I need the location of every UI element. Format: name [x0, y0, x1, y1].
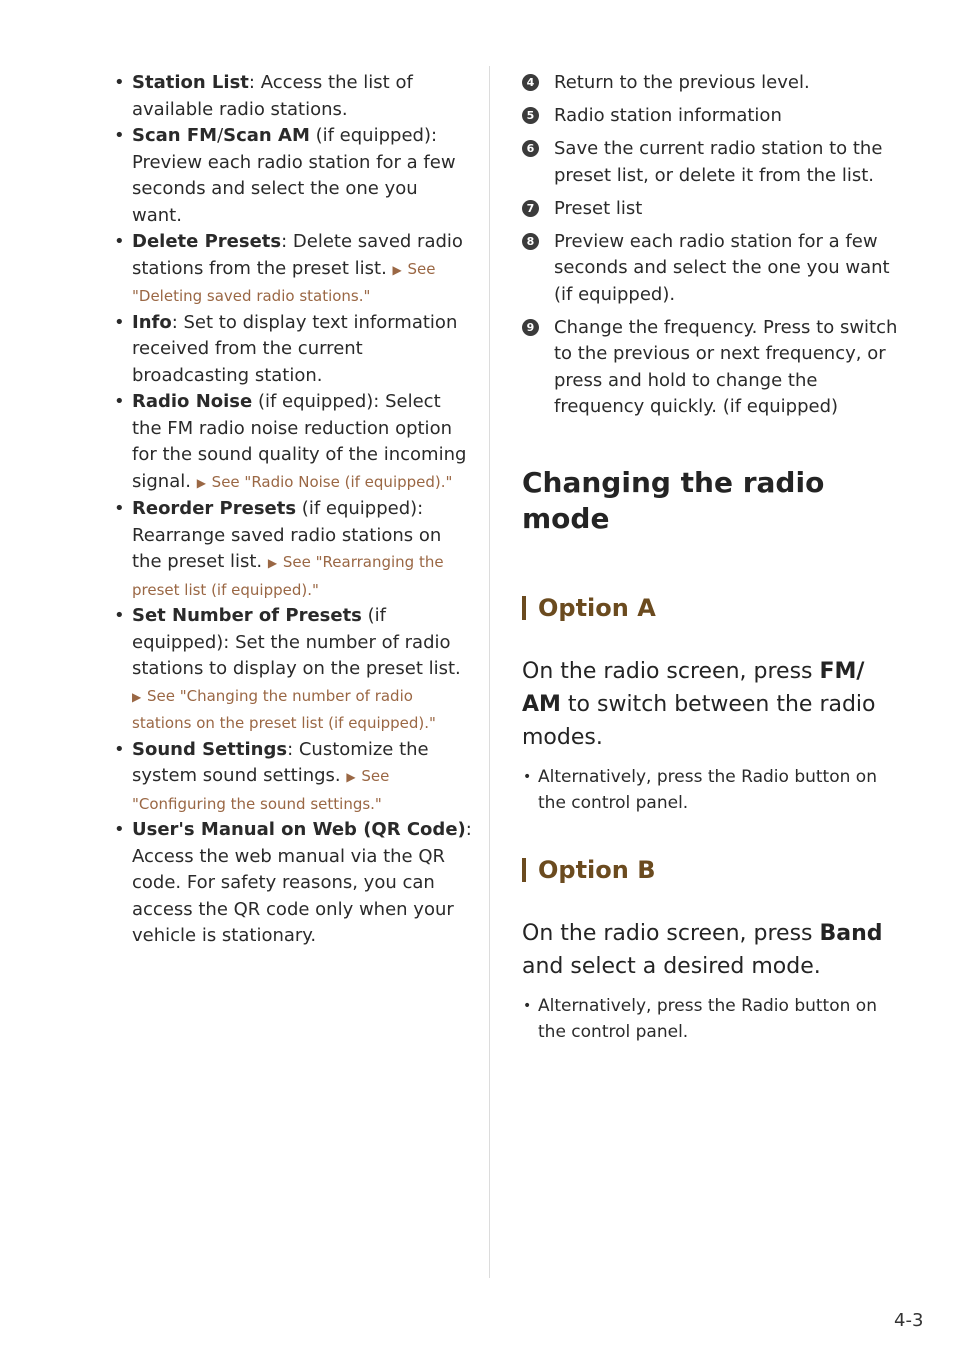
arrow-right-icon: ▶ — [196, 475, 206, 490]
description: : Access the list of available radio stations. — [132, 72, 413, 120]
numbered-item — [522, 196, 902, 223]
term: Station List — [132, 72, 249, 93]
option-a-heading — [522, 593, 902, 623]
item-text: Save the current radio station to the preset list, or delete it from the list. — [554, 138, 883, 186]
list-item-reorder-presets — [113, 496, 473, 603]
arrow-right-icon: ▶ — [267, 556, 278, 570]
instruction-text: On the radio screen, press — [522, 658, 820, 684]
term: Scan AM — [223, 125, 310, 146]
numbered-item — [522, 315, 902, 421]
left-column — [113, 70, 473, 950]
option-b-note: • Alternatively, press the Radio button on the control panel. — [522, 993, 902, 1046]
cross-reference-link[interactable]: See "Configuring the sound settings." — [132, 767, 390, 813]
description: (if equipped): Preview each radio station for a few seconds and select the one you want. — [132, 125, 456, 226]
term: User's Manual on Web (QR Code) — [132, 819, 466, 840]
item-text: Preset list — [554, 197, 643, 219]
arrow-right-icon: ▶ — [346, 770, 356, 784]
right-column — [522, 70, 902, 1046]
cross-reference-link[interactable]: See "Changing the number of radio stations on the preset list (if equipped)." — [132, 686, 436, 732]
numbered-item — [522, 229, 902, 309]
term: Reorder Presets — [132, 498, 297, 519]
cross-reference-link[interactable]: See "Rearranging the preset list (if equipped)." — [132, 553, 444, 599]
arrow-right-icon: ▶ — [132, 689, 142, 704]
list-item-radio-noise — [113, 389, 473, 496]
instruction-key: Band — [819, 920, 883, 946]
term: Radio Noise — [132, 391, 253, 412]
option-a-note: • Alternatively, press the Radio button on the control panel. — [522, 764, 902, 817]
heading-text: Option A — [538, 593, 656, 622]
description: : Access the web manual via the QR code. For safety reasons, you can access the QR code only when your vehicle is stationary. — [132, 819, 472, 946]
number-badge: 8 — [522, 233, 539, 250]
list-item-info — [113, 310, 473, 390]
heading-bar — [522, 858, 526, 882]
option-b-heading — [522, 855, 902, 885]
option-b-instruction — [522, 917, 902, 983]
description: (if equipped): Select the FM radio noise reduction option for the sound quality of the incoming signal. — [132, 391, 467, 492]
cross-reference-link[interactable]: See "Radio Noise (if equipped)." — [211, 472, 453, 491]
list-item-scan — [113, 123, 473, 229]
instruction-text: On the radio screen, press — [522, 920, 820, 946]
item-text: Radio station information — [554, 105, 782, 126]
list-item-station-list — [113, 70, 473, 123]
section-title: Changing the radio mode — [522, 465, 825, 535]
term: Info — [132, 311, 172, 333]
heading-text: Option B — [538, 855, 656, 884]
term: Delete Presets — [132, 231, 282, 252]
item-text: Return to the previous level. — [554, 72, 810, 93]
description: (if equipped): Set the number of radio stations to display on the preset list. — [132, 605, 461, 679]
option-a-instruction — [522, 655, 902, 754]
term: Sound Settings — [132, 738, 288, 760]
column-divider — [489, 66, 490, 1278]
list-item-delete-presets — [113, 229, 473, 310]
number-badge: 5 — [522, 107, 539, 124]
number-badge: 4 — [522, 74, 539, 91]
number-badge: 7 — [522, 200, 539, 217]
description: : Delete saved radio stations from the preset list. — [132, 231, 463, 279]
description: (if equipped): Rearrange saved radio stations on the preset list. — [132, 498, 442, 572]
list-item-sound-settings — [113, 737, 473, 818]
item-text: Preview each radio station for a few seconds and select the one you want (if equipped). — [554, 230, 890, 305]
arrow-right-icon: ▶ — [392, 262, 402, 277]
item-text: Change the frequency. Press to switch to the previous or next frequency, or press and hold to change the frequency quickly. (if equipped) — [554, 316, 898, 417]
numbered-item — [522, 103, 902, 130]
number-badge: 9 — [522, 319, 539, 336]
list-item-users-manual — [113, 817, 473, 950]
instruction-key: FM/ AM — [522, 658, 865, 717]
list-item-set-number-of-presets — [113, 603, 473, 737]
heading-bar — [522, 596, 526, 620]
term: Set Number of Presets — [132, 605, 362, 626]
description: : Set to display text information received from the current broadcasting station. — [132, 311, 458, 386]
cross-reference-link[interactable]: See "Deleting saved radio stations." — [132, 259, 436, 305]
instruction-text: and select a desired mode. — [522, 953, 821, 979]
number-badge: 6 — [522, 140, 539, 157]
numbered-item — [522, 136, 902, 189]
term: Scan FM — [132, 125, 218, 146]
term-separator: / — [217, 125, 224, 146]
page-number: 4-3 — [894, 1310, 924, 1331]
description: : Customize the system sound settings. — [132, 738, 429, 786]
instruction-text: to switch between the radio modes. — [522, 691, 876, 750]
numbered-item — [522, 70, 902, 97]
